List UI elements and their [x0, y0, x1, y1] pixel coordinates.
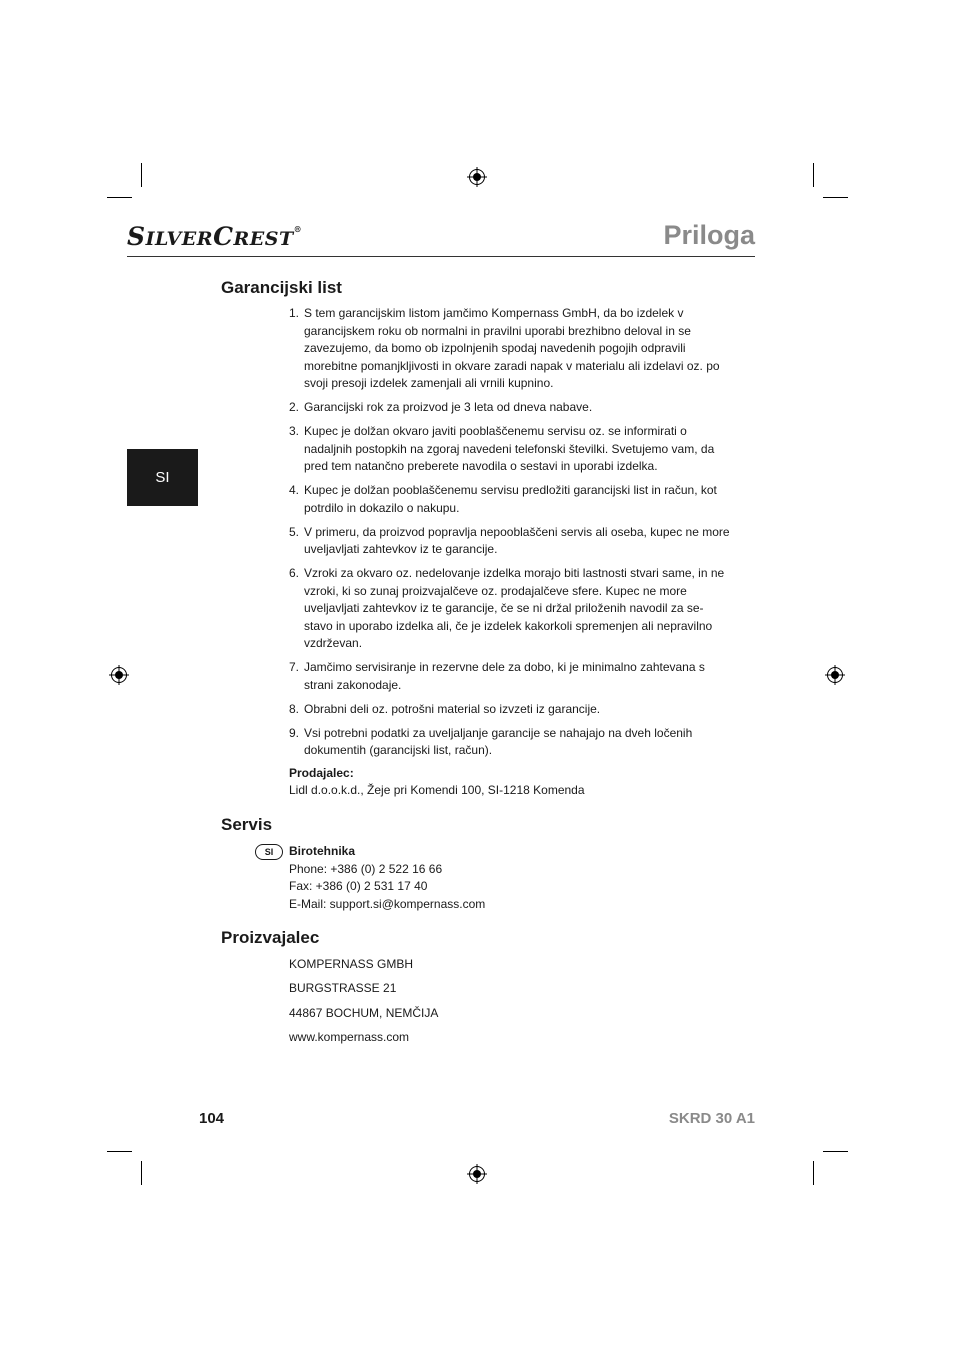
- warranty-item-text: Garancijski rok za proizvod je 3 leta od dneva nabave.: [304, 400, 593, 414]
- warranty-item-text: Kupec je dolžan okvaro javiti pooblaščenemu servisu oz. se informirati o nadaljnih postopkih na zgoraj navedeni telefonski številki. Svetujemo vam, da pred tem natančno preberete navodila o sestavi in uporabi izdelka.: [304, 424, 715, 473]
- service-email: E-Mail: support.si@kompernass.com: [289, 897, 486, 911]
- page-number: 104: [199, 1110, 225, 1127]
- warranty-item: [289, 399, 734, 417]
- warranty-item-number: 7.: [289, 660, 300, 674]
- registration-mark-icon: [467, 1164, 487, 1184]
- warranty-list: [289, 305, 734, 766]
- registration-mark-icon: [109, 665, 129, 685]
- crop-mark: [823, 197, 848, 198]
- brand-logo: SILVERCREST®: [127, 222, 303, 251]
- manufacturer-name: KOMPERNASS GMBH: [289, 957, 414, 971]
- warranty-item-number: 8.: [289, 701, 300, 716]
- crop-mark: [813, 1161, 814, 1185]
- warranty-item-number: 9.: [289, 725, 300, 740]
- warranty-item: [289, 565, 734, 653]
- warranty-item: [289, 305, 734, 393]
- registration-mark-icon: [825, 665, 845, 685]
- warranty-item: [289, 701, 734, 719]
- manufacturer-heading: Proizvajalec: [221, 928, 320, 947]
- manufacturer-website: www.kompernass.com: [289, 1030, 410, 1044]
- warranty-item-text: Vsi potrebni podatki za uveljaljanje garancije se nahajajo na dveh ločenih dokumentih (garancijski list, račun).: [304, 725, 693, 757]
- crop-mark: [107, 1151, 132, 1152]
- warranty-item-number: 2.: [289, 400, 300, 414]
- warranty-item: [289, 659, 734, 694]
- warranty-item-text: Kupec je dolžan pooblaščenemu servisu predložiti garancijski list in račun, kot potrdilo in dokazilo o nakupu.: [304, 483, 717, 515]
- service-fax: Fax: +386 (0) 2 531 17 40: [289, 879, 428, 893]
- warranty-item-text: Vzroki za okvaro oz. nedelovanje izdelka morajo biti lastnosti stvari same, in ne vzroki, ki so zunaj proizvajalčeve oz. prodajalčeve sfere. Kupec ne more uveljavljati zahtevkov iz te garancije, če se ni držal priloženih navodil za se- stavo in uporabo izdelka ali, če je izdelek kakorkoli spremenjen ali nepravilno vzdrževan.: [304, 566, 725, 650]
- service-heading: Servis: [221, 815, 273, 834]
- seller-address: Lidl d.o.o.k.d., Žeje pri Komendi 100, SI-1218 Komenda: [289, 783, 585, 797]
- service-phone: Phone: +386 (0) 2 522 16 66: [289, 862, 443, 876]
- language-tab: SI: [127, 449, 198, 506]
- warranty-item: [289, 725, 734, 760]
- warranty-item-number: 5.: [289, 524, 300, 539]
- warranty-item-text: V primeru, da proizvod popravlja nepooblaščeni servis ali oseba, kupec ne more uveljavljati zahtevkov iz te garancije.: [304, 524, 730, 556]
- warranty-item: [289, 482, 734, 517]
- registration-mark-icon: [467, 167, 487, 187]
- crop-mark: [813, 163, 814, 187]
- warranty-item-text: Obrabni deli oz. potrošni material so izvzeti iz garancije.: [304, 701, 601, 716]
- manufacturer-street: BURGSTRASSE 21: [289, 981, 397, 995]
- warranty-item-number: 6.: [289, 566, 300, 580]
- warranty-item: [289, 423, 734, 476]
- crop-mark: [823, 1151, 848, 1152]
- warranty-item-text: S tem garancijskim listom jamčimo Kompernass GmbH, da bo izdelek v garancijskem roku ob normalni in pravilni uporabi brezhibno deloval in se zavezujemo, da bomo ob izpolnjenih spodaj navedenih pogojih odpravili morebitne pomanjkljivosti in okvare zaradi napak v materialu ali izdelavi oz. po svoji presoji izdelek zamenjali ali vrnili kupnino.: [304, 306, 720, 390]
- country-badge: SI: [255, 844, 283, 860]
- warranty-item-number: 4.: [289, 483, 300, 497]
- crop-mark: [141, 1161, 142, 1185]
- manufacturer-city: 44867 BOCHUM, NEMČIJA: [289, 1006, 439, 1020]
- page-title: Priloga: [663, 220, 755, 250]
- model-number: SKRD 30 A1: [668, 1110, 755, 1127]
- crop-mark: [107, 197, 132, 198]
- warranty-heading: Garancijski list: [221, 278, 342, 297]
- seller-label: Prodajalec:: [289, 766, 354, 780]
- crop-mark: [141, 163, 142, 187]
- warranty-item-number: 1.: [289, 306, 300, 320]
- warranty-item-text: Jamčimo servisiranje in rezervne dele za dobo, ki je minimalno zahtevana s strani zakonodaje.: [304, 660, 705, 692]
- service-company: Birotehnika: [289, 844, 356, 858]
- header-divider: [127, 256, 755, 257]
- warranty-item: [289, 524, 734, 559]
- warranty-item-number: 3.: [289, 424, 300, 438]
